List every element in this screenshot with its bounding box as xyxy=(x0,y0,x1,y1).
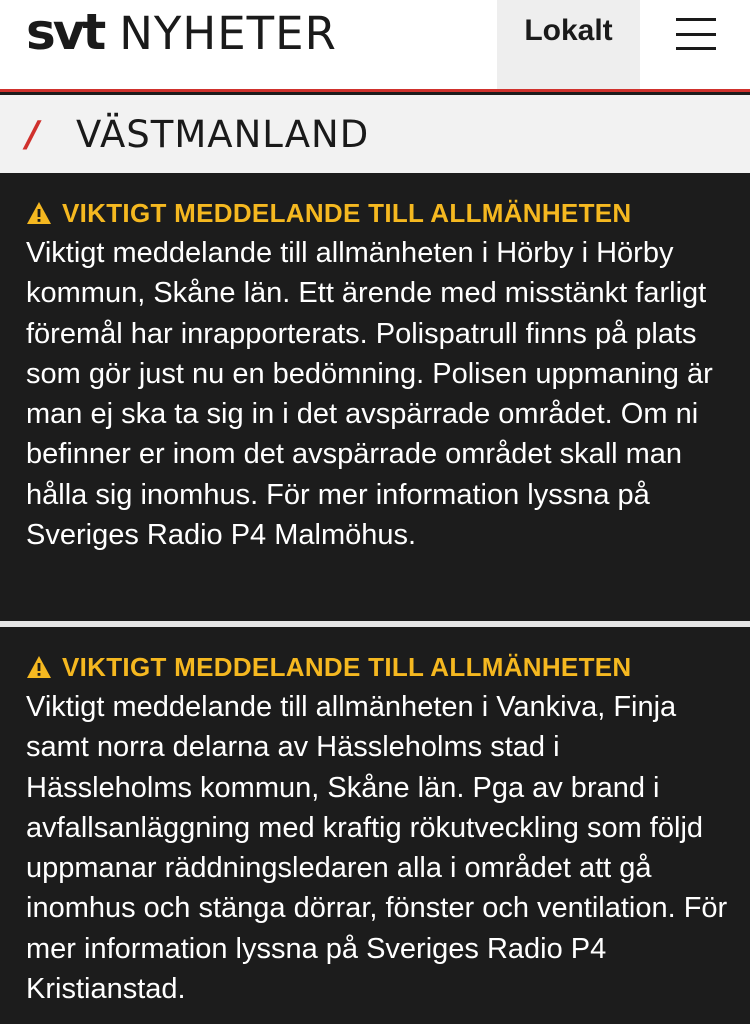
hamburger-menu-icon[interactable] xyxy=(660,12,732,56)
region-bar xyxy=(0,95,750,173)
public-alert[interactable] xyxy=(0,173,750,621)
public-alert[interactable] xyxy=(0,627,750,1024)
site-header xyxy=(0,0,750,92)
menu-line xyxy=(676,18,716,21)
warning-icon xyxy=(26,201,52,225)
alert-body: Viktigt meddelande till allmänheten i Vankiva, Finja samt norra delarna av Hässleholms stad i Hässleholms kommun, Skåne län. Pga av brand i avfallsanläggning med kraftig rökutveckling som följd uppmanar räddningsledaren alla i området att gå inomhus och stänga dörrar, fönster och ventilation. För mer information lyssna på Sveriges Radio P4 Kristianstad. xyxy=(26,691,728,1006)
region-slash: / xyxy=(26,113,40,155)
logo-nyheter-text: NYHETER xyxy=(119,7,337,60)
region-title[interactable]: VÄSTMANLAND xyxy=(76,112,370,156)
svt-nyheter-logo[interactable] xyxy=(26,4,337,60)
alert-heading xyxy=(26,195,730,231)
alert-title: VIKTIGT MEDDELANDE TILL ALLMÄNHETEN xyxy=(62,197,632,228)
warning-icon xyxy=(26,655,52,679)
alert-title: VIKTIGT MEDDELANDE TILL ALLMÄNHETEN xyxy=(62,651,632,682)
menu-line xyxy=(676,47,716,50)
menu-line xyxy=(676,33,716,36)
lokalt-button[interactable]: Lokalt xyxy=(497,0,640,89)
alert-body: Viktigt meddelande till allmänheten i Hörby i Hörby kommun, Skåne län. Ett ärende med misstänkt farligt föremål har inrapporterats. Polispatrull finns på plats som gör just nu en bedömning. Polisen uppmaning är man ej ska ta sig in i det avspärrade området. Om ni befinner er inom det avspärrade området skall man hålla sig inomhus. För mer information lyssna på Sveriges Radio P4 Malmöhus. xyxy=(26,237,713,552)
alert-heading xyxy=(26,649,730,685)
logo-svt-text: svt xyxy=(26,3,104,61)
